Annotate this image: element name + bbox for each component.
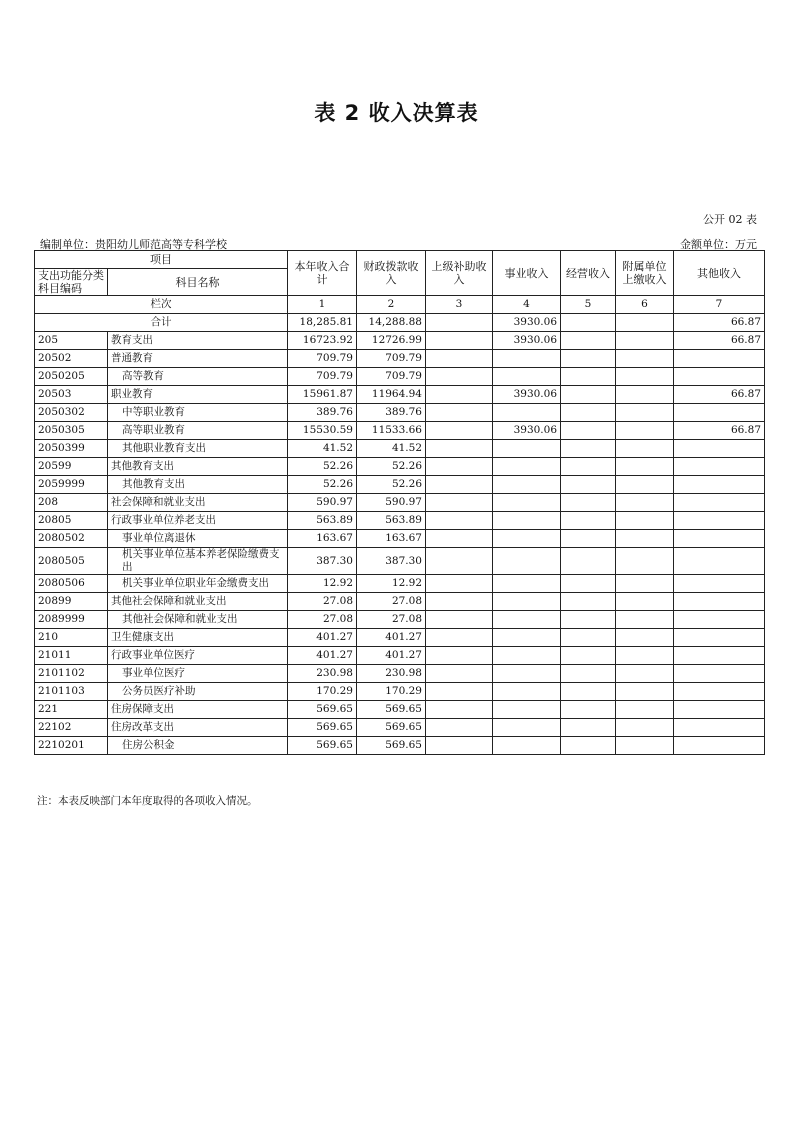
footnote: 注：本表反映部门本年度取得的各项收入情况。 — [37, 795, 258, 807]
row-subsidy — [426, 665, 493, 683]
row-fiscal: 387.30 — [357, 548, 426, 575]
row-code: 2101102 — [35, 665, 108, 683]
row-affiliated — [616, 512, 674, 530]
row-fiscal: 590.97 — [357, 494, 426, 512]
row-operating — [561, 701, 616, 719]
row-business — [493, 368, 561, 386]
row-total: 52.26 — [288, 476, 357, 494]
row-business — [493, 737, 561, 755]
total-label: 合计 — [35, 314, 288, 332]
row-total: 709.79 — [288, 368, 357, 386]
row-total: 27.08 — [288, 611, 357, 629]
table-row — [35, 332, 765, 350]
row-fiscal: 569.65 — [357, 701, 426, 719]
table-row — [35, 611, 765, 629]
table-row — [35, 458, 765, 476]
row-business — [493, 494, 561, 512]
row-affiliated — [616, 647, 674, 665]
table-row — [35, 548, 765, 575]
row-business — [493, 404, 561, 422]
row-operating — [561, 476, 616, 494]
row-code: 20503 — [35, 386, 108, 404]
row-other — [674, 737, 765, 755]
row-total: 569.65 — [288, 719, 357, 737]
row-name: 高等职业教育 — [108, 422, 288, 440]
row-operating — [561, 386, 616, 404]
row-business — [493, 575, 561, 593]
row-name: 职业教育 — [108, 386, 288, 404]
row-name: 机关事业单位基本养老保险缴费支出 — [108, 548, 288, 575]
row-fiscal: 709.79 — [357, 350, 426, 368]
row-subsidy — [426, 593, 493, 611]
row-total: 15961.87 — [288, 386, 357, 404]
row-subsidy — [426, 611, 493, 629]
total-other: 66.87 — [674, 314, 765, 332]
row-subsidy — [426, 647, 493, 665]
row-code: 2101103 — [35, 683, 108, 701]
row-other — [674, 350, 765, 368]
row-operating — [561, 350, 616, 368]
col-number: 1 — [288, 296, 357, 314]
row-business: 3930.06 — [493, 422, 561, 440]
row-code: 210 — [35, 629, 108, 647]
row-total: 563.89 — [288, 512, 357, 530]
row-subsidy — [426, 629, 493, 647]
row-code: 2080506 — [35, 575, 108, 593]
table-row — [35, 350, 765, 368]
row-business — [493, 548, 561, 575]
row-affiliated — [616, 719, 674, 737]
row-name: 事业单位医疗 — [108, 665, 288, 683]
col-number: 5 — [561, 296, 616, 314]
row-other — [674, 440, 765, 458]
row-business: 3930.06 — [493, 332, 561, 350]
row-code: 2059999 — [35, 476, 108, 494]
table-row — [35, 629, 765, 647]
row-fiscal: 12.92 — [357, 575, 426, 593]
row-business — [493, 476, 561, 494]
row-name: 其他职业教育支出 — [108, 440, 288, 458]
row-operating — [561, 458, 616, 476]
row-subsidy — [426, 404, 493, 422]
row-subsidy — [426, 575, 493, 593]
page-title: 表 2 收入决算表 — [314, 101, 479, 125]
row-fiscal: 401.27 — [357, 647, 426, 665]
row-code: 20805 — [35, 512, 108, 530]
row-affiliated — [616, 593, 674, 611]
row-code: 205 — [35, 332, 108, 350]
row-code: 2050302 — [35, 404, 108, 422]
row-business — [493, 719, 561, 737]
row-code: 2089999 — [35, 611, 108, 629]
total-row — [35, 314, 765, 332]
row-name: 其他教育支出 — [108, 476, 288, 494]
header-fiscal: 财政拨款收入 — [357, 251, 426, 296]
row-code: 20599 — [35, 458, 108, 476]
row-subsidy — [426, 548, 493, 575]
row-business — [493, 611, 561, 629]
row-other — [674, 701, 765, 719]
table-row — [35, 593, 765, 611]
header-other: 其他收入 — [674, 251, 765, 296]
row-subsidy — [426, 683, 493, 701]
reporting-unit: 编制单位：贵阳幼儿师范高等专科学校 — [40, 238, 227, 251]
row-total: 590.97 — [288, 494, 357, 512]
row-business — [493, 458, 561, 476]
table-row — [35, 476, 765, 494]
row-affiliated — [616, 422, 674, 440]
row-subsidy — [426, 368, 493, 386]
total-affiliated — [616, 314, 674, 332]
row-code: 2050399 — [35, 440, 108, 458]
row-fiscal: 163.67 — [357, 530, 426, 548]
row-code: 2210201 — [35, 737, 108, 755]
row-name: 行政事业单位养老支出 — [108, 512, 288, 530]
row-other — [674, 530, 765, 548]
row-business — [493, 593, 561, 611]
amount-unit: 金额单位：万元 — [680, 238, 757, 251]
row-affiliated — [616, 548, 674, 575]
row-other — [674, 458, 765, 476]
header-affiliated: 附属单位上缴收入 — [616, 251, 674, 296]
row-other — [674, 683, 765, 701]
row-total: 230.98 — [288, 665, 357, 683]
row-business — [493, 647, 561, 665]
row-operating — [561, 548, 616, 575]
row-total: 401.27 — [288, 629, 357, 647]
row-subsidy — [426, 512, 493, 530]
row-subsidy — [426, 458, 493, 476]
table-row — [35, 512, 765, 530]
row-affiliated — [616, 386, 674, 404]
row-name: 公务员医疗补助 — [108, 683, 288, 701]
col-number: 6 — [616, 296, 674, 314]
row-other — [674, 368, 765, 386]
row-total: 569.65 — [288, 737, 357, 755]
row-operating — [561, 440, 616, 458]
row-fiscal: 569.65 — [357, 737, 426, 755]
row-business — [493, 440, 561, 458]
row-code: 20899 — [35, 593, 108, 611]
total-subsidy — [426, 314, 493, 332]
row-other — [674, 719, 765, 737]
row-operating — [561, 422, 616, 440]
row-business — [493, 665, 561, 683]
row-code: 2080502 — [35, 530, 108, 548]
table-row — [35, 575, 765, 593]
table-code: 公开 02 表 — [703, 213, 757, 226]
row-name: 事业单位离退休 — [108, 530, 288, 548]
row-fiscal: 52.26 — [357, 458, 426, 476]
row-name: 卫生健康支出 — [108, 629, 288, 647]
row-name: 住房公积金 — [108, 737, 288, 755]
row-fiscal: 401.27 — [357, 629, 426, 647]
table-row — [35, 737, 765, 755]
row-total: 27.08 — [288, 593, 357, 611]
row-total: 709.79 — [288, 350, 357, 368]
table-row — [35, 530, 765, 548]
row-name: 住房改革支出 — [108, 719, 288, 737]
row-operating — [561, 530, 616, 548]
header-project: 项目 — [35, 251, 288, 269]
row-total: 401.27 — [288, 647, 357, 665]
total-business: 3930.06 — [493, 314, 561, 332]
row-affiliated — [616, 476, 674, 494]
row-other: 66.87 — [674, 422, 765, 440]
row-operating — [561, 404, 616, 422]
header-code: 支出功能分类科目编码 — [35, 269, 108, 296]
row-other — [674, 476, 765, 494]
row-subsidy — [426, 440, 493, 458]
table-row — [35, 440, 765, 458]
row-affiliated — [616, 665, 674, 683]
row-operating — [561, 665, 616, 683]
row-subsidy — [426, 350, 493, 368]
row-operating — [561, 611, 616, 629]
header-operating: 经营收入 — [561, 251, 616, 296]
row-affiliated — [616, 629, 674, 647]
row-affiliated — [616, 530, 674, 548]
row-business — [493, 701, 561, 719]
row-total: 16723.92 — [288, 332, 357, 350]
header-subsidy: 上级补助收入 — [426, 251, 493, 296]
row-other — [674, 512, 765, 530]
lanci-label: 栏次 — [35, 296, 288, 314]
row-other — [674, 548, 765, 575]
row-fiscal: 41.52 — [357, 440, 426, 458]
row-operating — [561, 593, 616, 611]
row-name: 机关事业单位职业年金缴费支出 — [108, 575, 288, 593]
table-row — [35, 422, 765, 440]
row-total: 387.30 — [288, 548, 357, 575]
row-total: 569.65 — [288, 701, 357, 719]
row-other: 66.87 — [674, 386, 765, 404]
row-business — [493, 530, 561, 548]
row-operating — [561, 368, 616, 386]
row-fiscal: 389.76 — [357, 404, 426, 422]
table-row — [35, 719, 765, 737]
row-total: 15530.59 — [288, 422, 357, 440]
row-other — [674, 593, 765, 611]
row-affiliated — [616, 332, 674, 350]
row-name: 其他社会保障和就业支出 — [108, 611, 288, 629]
row-code: 22102 — [35, 719, 108, 737]
row-fiscal: 569.65 — [357, 719, 426, 737]
table-row — [35, 404, 765, 422]
row-affiliated — [616, 683, 674, 701]
row-total: 12.92 — [288, 575, 357, 593]
row-business: 3930.06 — [493, 386, 561, 404]
row-code: 2080505 — [35, 548, 108, 575]
row-fiscal: 27.08 — [357, 611, 426, 629]
row-other — [674, 404, 765, 422]
row-fiscal: 52.26 — [357, 476, 426, 494]
row-affiliated — [616, 494, 674, 512]
row-code: 2050305 — [35, 422, 108, 440]
row-name: 社会保障和就业支出 — [108, 494, 288, 512]
table-row — [35, 494, 765, 512]
row-subsidy — [426, 530, 493, 548]
row-subsidy — [426, 701, 493, 719]
row-affiliated — [616, 737, 674, 755]
row-operating — [561, 512, 616, 530]
row-subsidy — [426, 719, 493, 737]
row-subsidy — [426, 737, 493, 755]
row-operating — [561, 647, 616, 665]
row-code: 20502 — [35, 350, 108, 368]
row-name: 行政事业单位医疗 — [108, 647, 288, 665]
row-business — [493, 512, 561, 530]
row-fiscal: 11533.66 — [357, 422, 426, 440]
row-business — [493, 629, 561, 647]
row-operating — [561, 683, 616, 701]
row-subsidy — [426, 476, 493, 494]
row-operating — [561, 332, 616, 350]
row-other — [674, 611, 765, 629]
row-code: 221 — [35, 701, 108, 719]
row-code: 2050205 — [35, 368, 108, 386]
table-row — [35, 683, 765, 701]
row-affiliated — [616, 350, 674, 368]
row-fiscal: 170.29 — [357, 683, 426, 701]
row-operating — [561, 494, 616, 512]
row-subsidy — [426, 494, 493, 512]
header-business: 事业收入 — [493, 251, 561, 296]
row-name: 住房保障支出 — [108, 701, 288, 719]
row-affiliated — [616, 575, 674, 593]
row-affiliated — [616, 611, 674, 629]
col-number: 4 — [493, 296, 561, 314]
col-number: 7 — [674, 296, 765, 314]
row-affiliated — [616, 701, 674, 719]
row-other — [674, 494, 765, 512]
row-fiscal: 27.08 — [357, 593, 426, 611]
row-total: 170.29 — [288, 683, 357, 701]
row-fiscal: 11964.94 — [357, 386, 426, 404]
row-other — [674, 575, 765, 593]
row-other — [674, 665, 765, 683]
total-operating — [561, 314, 616, 332]
row-name: 中等职业教育 — [108, 404, 288, 422]
row-subsidy — [426, 386, 493, 404]
row-name: 教育支出 — [108, 332, 288, 350]
row-name: 普通教育 — [108, 350, 288, 368]
table-row — [35, 701, 765, 719]
row-fiscal: 709.79 — [357, 368, 426, 386]
row-fiscal: 563.89 — [357, 512, 426, 530]
row-business — [493, 350, 561, 368]
table-row — [35, 386, 765, 404]
row-name: 高等教育 — [108, 368, 288, 386]
row-name: 其他社会保障和就业支出 — [108, 593, 288, 611]
row-subsidy — [426, 332, 493, 350]
row-other: 66.87 — [674, 332, 765, 350]
row-affiliated — [616, 458, 674, 476]
row-total: 163.67 — [288, 530, 357, 548]
row-code: 21011 — [35, 647, 108, 665]
row-affiliated — [616, 440, 674, 458]
header-total: 本年收入合计 — [288, 251, 357, 296]
table-row — [35, 368, 765, 386]
row-total: 41.52 — [288, 440, 357, 458]
row-total: 52.26 — [288, 458, 357, 476]
row-fiscal: 12726.99 — [357, 332, 426, 350]
row-operating — [561, 737, 616, 755]
row-total: 389.76 — [288, 404, 357, 422]
row-operating — [561, 719, 616, 737]
row-fiscal: 230.98 — [357, 665, 426, 683]
row-operating — [561, 575, 616, 593]
row-subsidy — [426, 422, 493, 440]
table-row — [35, 665, 765, 683]
row-business — [493, 683, 561, 701]
total-amount: 18,285.81 — [288, 314, 357, 332]
row-affiliated — [616, 368, 674, 386]
row-other — [674, 647, 765, 665]
col-number: 3 — [426, 296, 493, 314]
table-row — [35, 647, 765, 665]
row-affiliated — [616, 404, 674, 422]
row-name: 其他教育支出 — [108, 458, 288, 476]
row-other — [674, 629, 765, 647]
row-code: 208 — [35, 494, 108, 512]
header-name: 科目名称 — [108, 269, 288, 296]
row-operating — [561, 629, 616, 647]
total-fiscal: 14,288.88 — [357, 314, 426, 332]
col-number: 2 — [357, 296, 426, 314]
income-table — [34, 250, 765, 755]
